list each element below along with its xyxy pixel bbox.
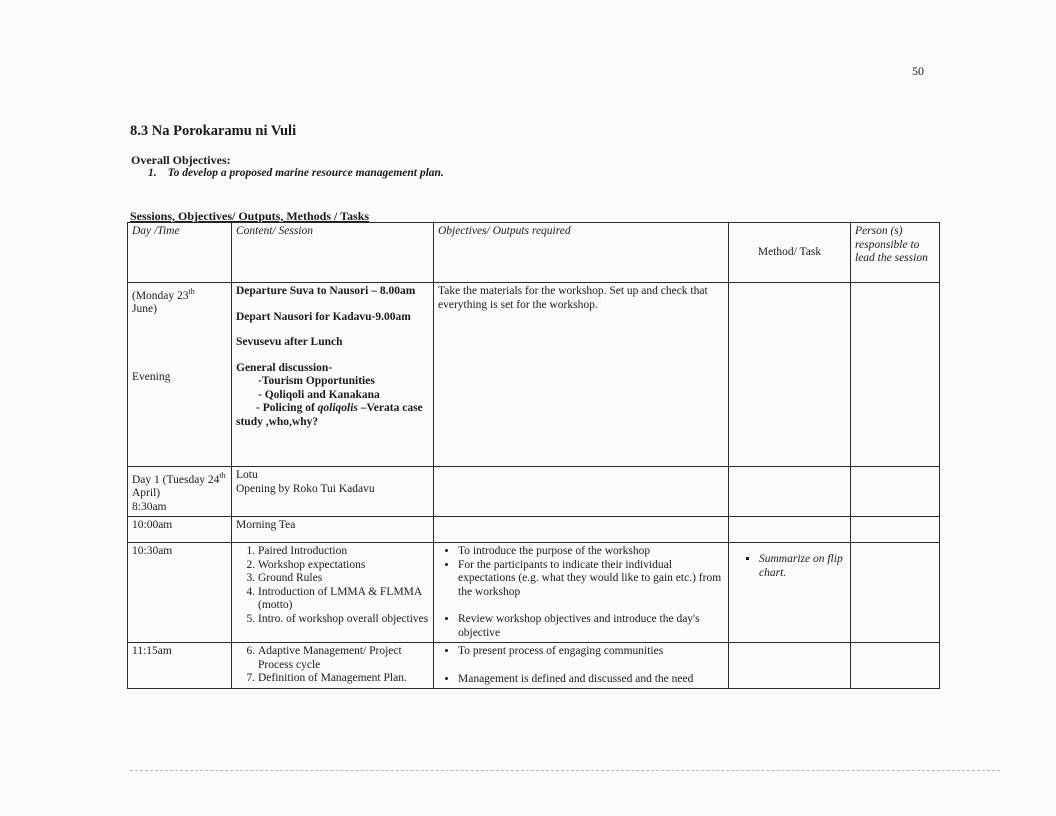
content-line: - Qoliqoli and Kanakana (258, 388, 380, 401)
section-title: 8.3 Na Porokaramu ni Vuli (130, 123, 297, 139)
method-cell (729, 543, 851, 643)
scan-edge-line (130, 770, 1000, 771)
content-cell (232, 283, 434, 467)
content-list (236, 645, 429, 686)
schedule-table (127, 222, 940, 689)
objectives-cell (434, 467, 729, 517)
list-item: 4. Introduction of LMMA & FLMMA (motto) (258, 586, 429, 613)
table-row (128, 643, 940, 689)
objective-number: 1. (148, 167, 157, 179)
objectives-cell (434, 517, 729, 543)
person-cell (851, 643, 940, 689)
table-row (128, 467, 940, 517)
list-item: 2. Workshop expectations (258, 559, 429, 573)
content-cell (232, 467, 434, 517)
content-line: Sevusevu after Lunch (236, 336, 343, 348)
day-label-cont: June) (132, 303, 157, 316)
content-line: Opening by Roko Tui Kadavu (236, 482, 375, 495)
objectives-cell (434, 543, 729, 643)
list-item: ▪ Summarize on flip chart. (759, 553, 846, 580)
sessions-heading: Sessions, Objectives/ Outputs, Methods / Tasks (130, 209, 370, 223)
method-cell (729, 643, 851, 689)
objectives-heading: Overall Objectives: (131, 153, 231, 167)
day-cell (128, 283, 232, 467)
person-cell (851, 467, 940, 517)
content-cell (232, 543, 434, 643)
method-cell (729, 517, 851, 543)
content-cell (232, 643, 434, 689)
list-item: 3. Ground Rules (258, 572, 429, 586)
time-cell: 10:00am (128, 517, 232, 543)
list-item: 1. Paired Introduction (258, 545, 429, 559)
header-objectives: Objectives/ Outputs required (434, 223, 729, 283)
objectives-cell (434, 643, 729, 689)
objectives-list (438, 545, 724, 640)
list-item: • Review workshop objectives and introduce the day's objective (458, 613, 724, 640)
list-item: 6. Adaptive Management/ Project Process cycle (258, 645, 429, 672)
list-item: • For the participants to indicate their individual expectations (e.g. what they would like to gain etc.) from the workshop (458, 559, 724, 600)
objectives-cell: Take the materials for the workshop. Set up and check that everything is set for the workshop. (434, 283, 729, 467)
content-cell: Morning Tea (232, 517, 434, 543)
content-line: Departure Suva to Nausori – 8.00am (236, 285, 416, 297)
person-cell (851, 283, 940, 467)
header-method: Method/ Task (729, 223, 851, 283)
content-line: Depart Nausori for Kadavu-9.00am (236, 310, 411, 323)
header-content: Content/ Session (232, 223, 434, 283)
day-cell (128, 467, 232, 517)
content-line: - Policing of qoliqolis –Verata case study ,who,why? (236, 402, 423, 428)
objective-item (148, 167, 444, 179)
list-item: • To introduce the purpose of the workshop (458, 545, 724, 559)
objectives-list (438, 645, 724, 686)
content-line: Lotu (236, 469, 258, 481)
person-cell (851, 517, 940, 543)
day-label: (Monday 23th (132, 287, 195, 302)
time-cell: 10:30am (128, 543, 232, 643)
list-item: • To present process of engaging communities (458, 645, 724, 659)
method-cell (729, 467, 851, 517)
content-line: -Tourism Opportunities (258, 375, 375, 387)
table-row (128, 543, 940, 643)
header-person: Person (s) responsible to lead the session (851, 223, 940, 283)
time-cell: 11:15am (128, 643, 232, 689)
evening-label: Evening (132, 370, 171, 383)
content-line: General discussion- (236, 361, 333, 374)
list-item: • Management is defined and discussed and the need (458, 673, 724, 687)
day-label: Day 1 (Tuesday 24th April) (132, 471, 226, 500)
person-cell (851, 543, 940, 643)
table-row (128, 283, 940, 467)
time-label: 8:30am (132, 500, 167, 513)
method-cell (729, 283, 851, 467)
page-number: 50 (912, 64, 924, 78)
method-list (733, 553, 846, 580)
table-header-row (128, 223, 940, 283)
objective-text: To develop a proposed marine resource management plan. (167, 167, 444, 179)
table-row (128, 517, 940, 543)
content-list (236, 545, 429, 626)
list-item: 5. Intro. of workshop overall objectives (258, 613, 429, 627)
header-day-time: Day /Time (128, 223, 232, 283)
list-item: 7. Definition of Management Plan. (258, 672, 429, 686)
